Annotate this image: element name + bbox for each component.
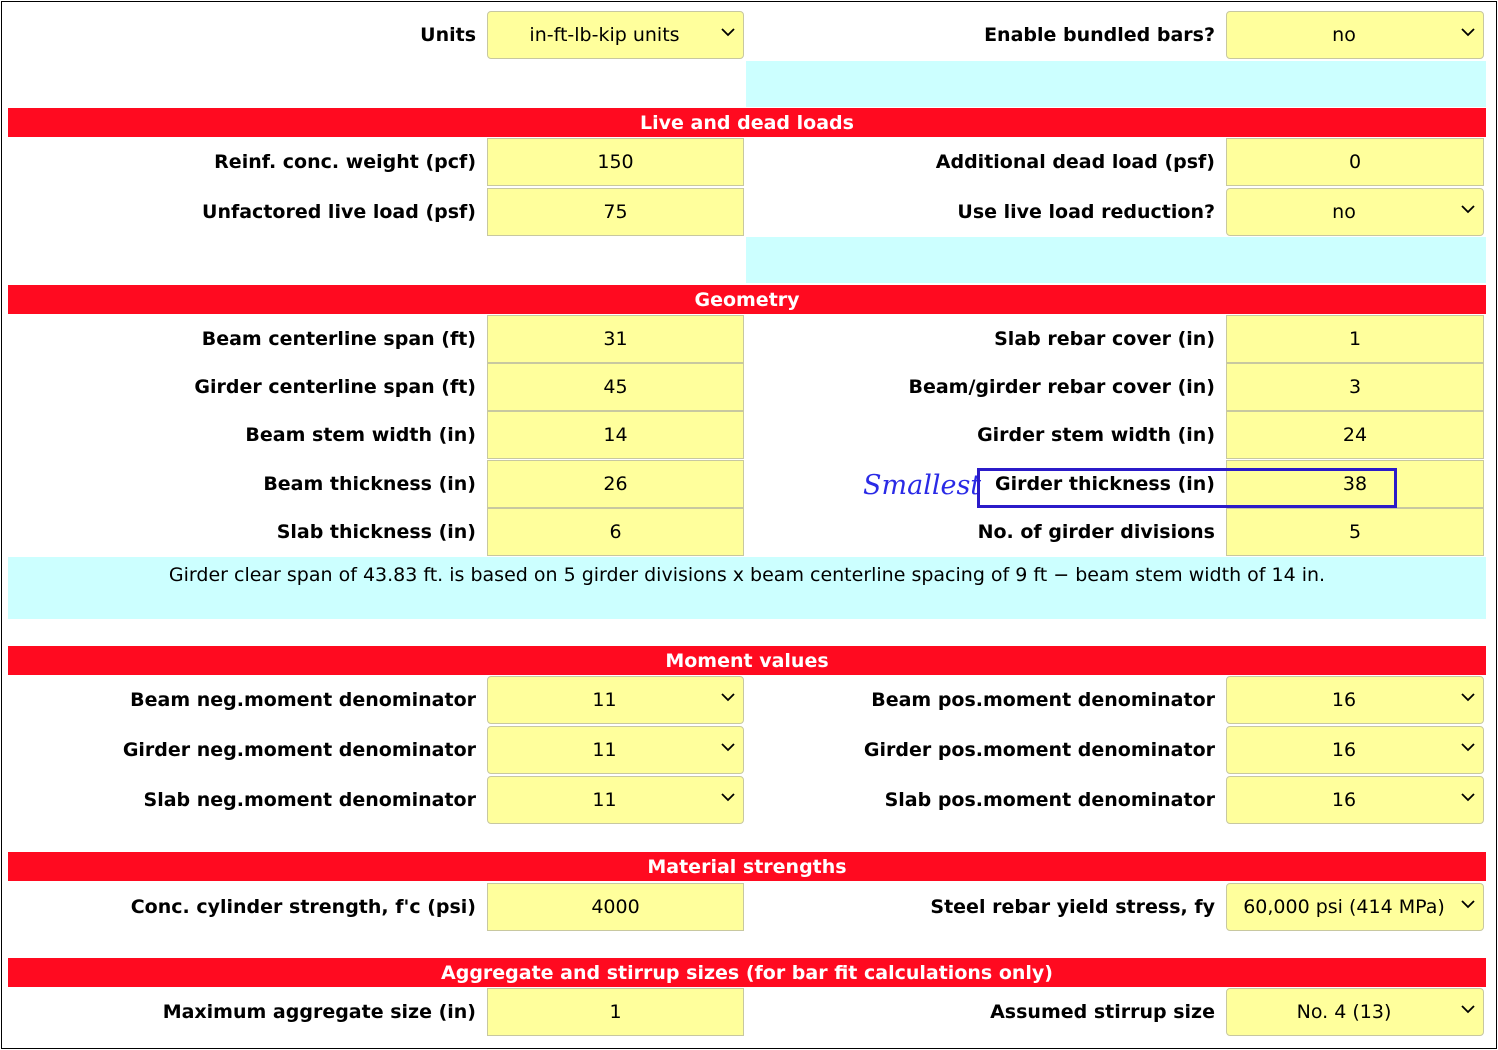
aggregate-size-input[interactable]: 1 bbox=[487, 988, 744, 1036]
fy-select[interactable] bbox=[1226, 883, 1484, 931]
live-load-reduction-select[interactable] bbox=[1226, 188, 1484, 236]
smallest-annotation: Smallest bbox=[863, 470, 982, 501]
girder-thickness-label: Girder thickness (in) bbox=[994, 473, 1215, 495]
live-load-reduction-value: no bbox=[1332, 201, 1356, 223]
stirrup-size-value: No. 4 (13) bbox=[1296, 1001, 1392, 1023]
chevron-down-icon bbox=[721, 743, 735, 752]
info-strip bbox=[746, 61, 1486, 107]
fc-input[interactable]: 4000 bbox=[487, 883, 744, 931]
girder-pos-moment-value: 16 bbox=[1331, 739, 1357, 761]
beam-neg-moment-select[interactable] bbox=[487, 676, 744, 724]
chevron-down-icon bbox=[1461, 743, 1475, 752]
stirrup-size-select[interactable] bbox=[1226, 988, 1484, 1036]
aggregate-size-label: Maximum aggregate size (in) bbox=[162, 1001, 476, 1023]
girder-neg-moment-value: 11 bbox=[592, 739, 617, 761]
additional-dead-load-label: Additional dead load (psf) bbox=[935, 151, 1215, 173]
info-strip bbox=[746, 237, 1486, 283]
beam-neg-moment-value: 11 bbox=[592, 689, 617, 711]
live-load-reduction-label: Use live load reduction? bbox=[957, 201, 1215, 223]
beam-neg-moment-label: Beam neg.moment denominator bbox=[130, 689, 476, 711]
slab-neg-moment-value: 11 bbox=[592, 789, 617, 811]
girder-span-label: Girder centerline span (ft) bbox=[194, 376, 476, 398]
chevron-down-icon bbox=[721, 693, 735, 702]
beam-stem-label: Beam stem width (in) bbox=[245, 424, 476, 446]
bundled-bars-label: Enable bundled bars? bbox=[984, 24, 1215, 46]
beam-pos-moment-value: 16 bbox=[1331, 689, 1357, 711]
chevron-down-icon bbox=[1461, 1005, 1475, 1014]
slab-pos-moment-select[interactable] bbox=[1226, 776, 1484, 824]
girder-stem-label: Girder stem width (in) bbox=[977, 424, 1215, 446]
live-load-input[interactable]: 75 bbox=[487, 188, 744, 236]
section-header-moments: Moment values bbox=[8, 646, 1486, 675]
girder-span-input[interactable]: 45 bbox=[487, 363, 744, 411]
beam-girder-cover-input[interactable]: 3 bbox=[1226, 363, 1484, 411]
bundled-bars-value: no bbox=[1332, 24, 1356, 46]
conc-weight-label: Reinf. conc. weight (pcf) bbox=[214, 151, 476, 173]
girder-clear-span-note: Girder clear span of 43.83 ft. is based on 5 girder divisions x beam centerline spacing of 9 ft − beam stem width of 14 in. bbox=[8, 557, 1486, 619]
live-load-label: Unfactored live load (psf) bbox=[202, 201, 476, 223]
girder-thickness-input[interactable]: 38 bbox=[1226, 460, 1484, 508]
stirrup-size-label: Assumed stirrup size bbox=[990, 1001, 1215, 1023]
beam-pos-moment-select[interactable] bbox=[1226, 676, 1484, 724]
units-select[interactable] bbox=[487, 11, 744, 59]
chevron-down-icon bbox=[1461, 28, 1475, 37]
fy-label: Steel rebar yield stress, fy bbox=[930, 896, 1215, 918]
slab-pos-moment-value: 16 bbox=[1331, 789, 1357, 811]
beam-pos-moment-label: Beam pos.moment denominator bbox=[871, 689, 1215, 711]
beam-girder-cover-label: Beam/girder rebar cover (in) bbox=[908, 376, 1215, 398]
slab-pos-moment-label: Slab pos.moment denominator bbox=[884, 789, 1215, 811]
section-header-geometry: Geometry bbox=[8, 285, 1486, 314]
slab-cover-label: Slab rebar cover (in) bbox=[994, 328, 1215, 350]
girder-pos-moment-label: Girder pos.moment denominator bbox=[863, 739, 1215, 761]
beam-thickness-input[interactable]: 26 bbox=[487, 460, 744, 508]
beam-span-label: Beam centerline span (ft) bbox=[201, 328, 476, 350]
girder-neg-moment-label: Girder neg.moment denominator bbox=[122, 739, 476, 761]
section-header-materials: Material strengths bbox=[8, 852, 1486, 881]
girder-divisions-input[interactable]: 5 bbox=[1226, 508, 1484, 556]
conc-weight-input[interactable]: 150 bbox=[487, 138, 744, 186]
section-header-aggregate: Aggregate and stirrup sizes (for bar fit calculations only) bbox=[8, 958, 1486, 987]
chevron-down-icon bbox=[1461, 693, 1475, 702]
beam-thickness-label: Beam thickness (in) bbox=[263, 473, 476, 495]
beam-span-input[interactable]: 31 bbox=[487, 315, 744, 363]
chevron-down-icon bbox=[1461, 900, 1475, 909]
units-value: in-ft-lb-kip units bbox=[529, 24, 680, 46]
girder-stem-input[interactable]: 24 bbox=[1226, 411, 1484, 459]
chevron-down-icon bbox=[721, 28, 735, 37]
beam-stem-input[interactable]: 14 bbox=[487, 411, 744, 459]
chevron-down-icon bbox=[1461, 205, 1475, 214]
section-header-loads: Live and dead loads bbox=[8, 108, 1486, 137]
girder-neg-moment-select[interactable] bbox=[487, 726, 744, 774]
units-label: Units bbox=[420, 24, 476, 46]
slab-cover-input[interactable]: 1 bbox=[1226, 315, 1484, 363]
fy-value: 60,000 psi (414 MPa) bbox=[1243, 896, 1445, 918]
additional-dead-load-input[interactable]: 0 bbox=[1226, 138, 1484, 186]
girder-pos-moment-select[interactable] bbox=[1226, 726, 1484, 774]
slab-thickness-input[interactable]: 6 bbox=[487, 508, 744, 556]
bundled-bars-select[interactable] bbox=[1226, 11, 1484, 59]
slab-thickness-label: Slab thickness (in) bbox=[276, 521, 476, 543]
chevron-down-icon bbox=[721, 793, 735, 802]
slab-neg-moment-label: Slab neg.moment denominator bbox=[143, 789, 476, 811]
chevron-down-icon bbox=[1461, 793, 1475, 802]
fc-label: Conc. cylinder strength, f'c (psi) bbox=[130, 896, 476, 918]
slab-neg-moment-select[interactable] bbox=[487, 776, 744, 824]
girder-divisions-label: No. of girder divisions bbox=[977, 521, 1215, 543]
